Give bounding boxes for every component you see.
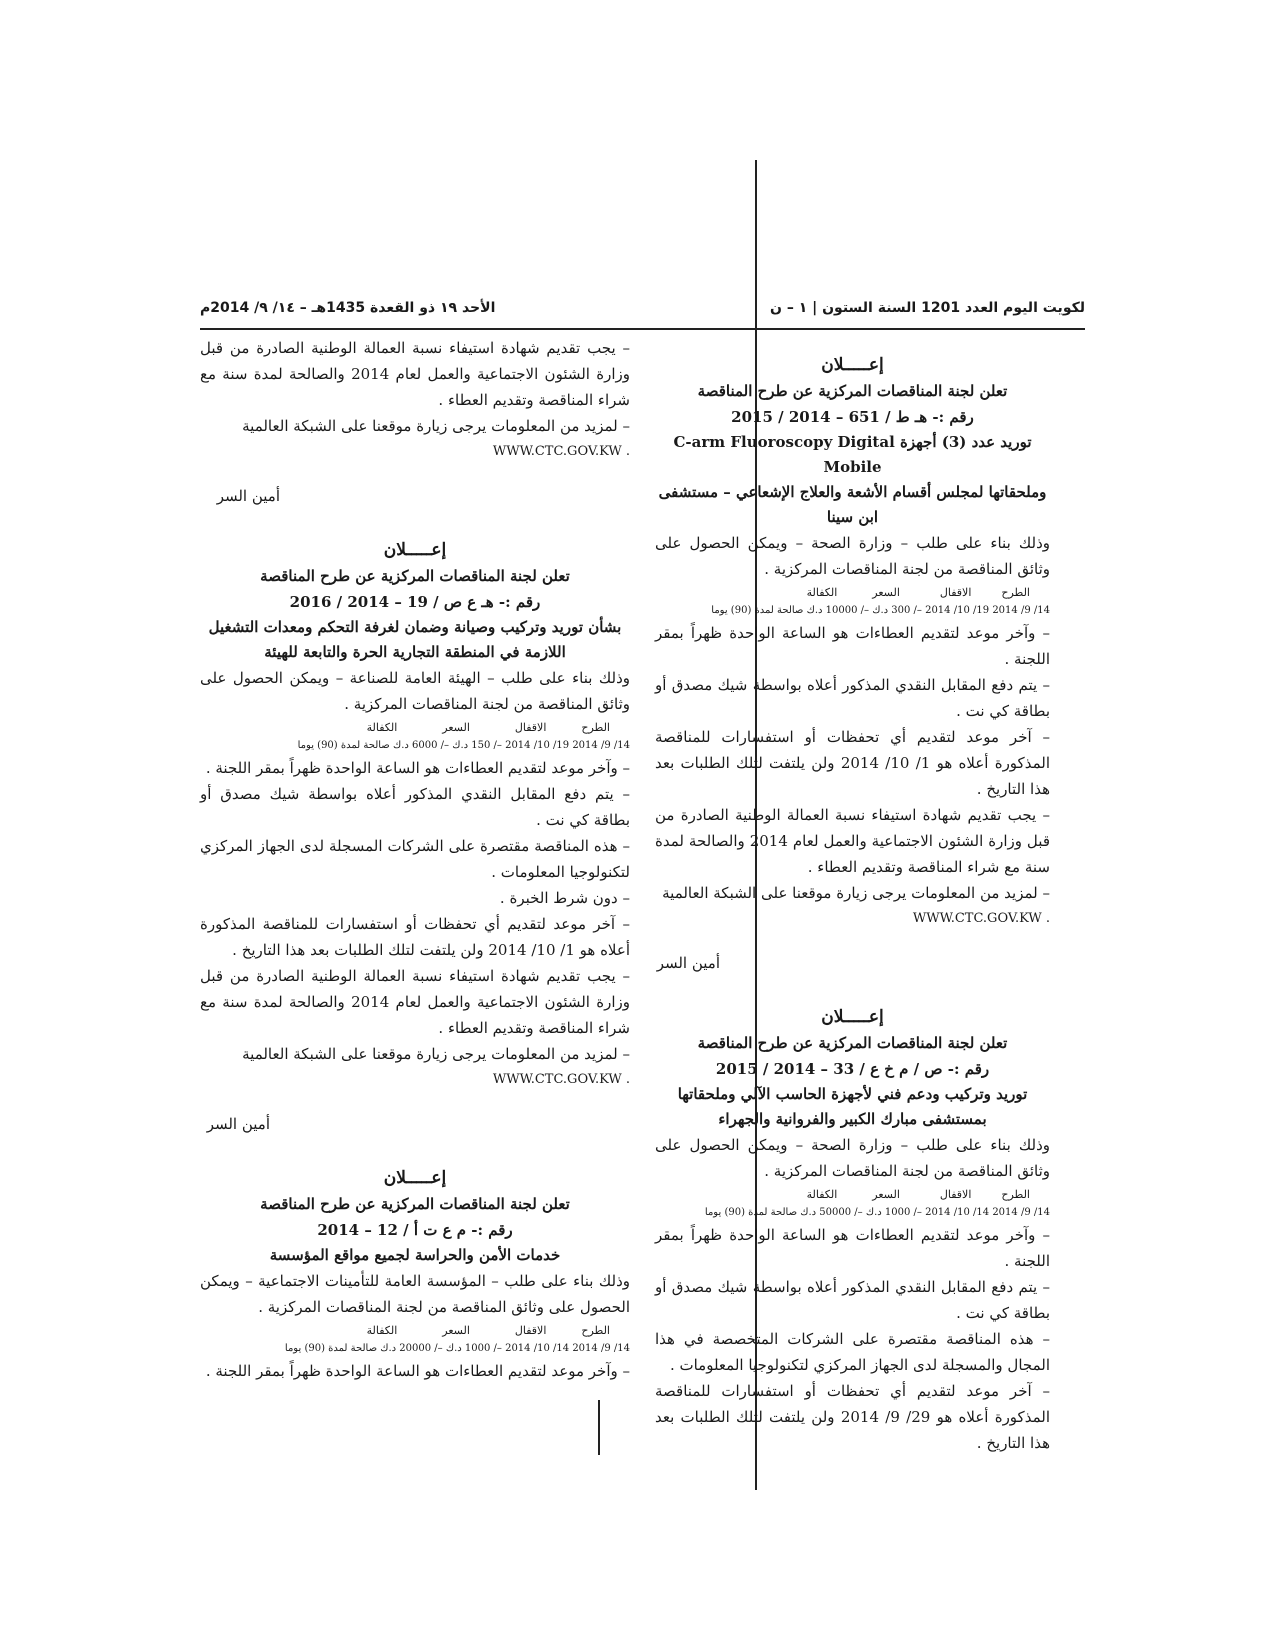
announcement-subtitle: تعلن لجنة المناقصات المركزية عن طرح المناقصة xyxy=(260,567,570,585)
col-price: السعر xyxy=(442,721,470,734)
deadline-note: – وآخر موعد لتقديم العطاءات هو الساعة الواحدة ظهراً بمقر اللجنة . xyxy=(655,1226,1050,1270)
tender-table-header xyxy=(200,719,630,737)
announcement-title: إعـــــلان xyxy=(821,1007,884,1027)
payment-note: – يتم دفع المقابل النقدي المذكور أعلاه بواسطة شيك مصدق أو بطاقة كي نت . xyxy=(200,785,630,829)
announcement-subtitle: تعلن لجنة المناقصات المركزية عن طرح المناقصة xyxy=(260,1195,570,1213)
announcement-c-arm xyxy=(655,352,1050,976)
announcement-title: إعـــــلان xyxy=(383,540,447,560)
website-link[interactable]: WWW.CTC.GOV.KW . xyxy=(492,444,630,459)
tender-number: رقم :- م ع ت أ / 12 – 2014 xyxy=(317,1221,513,1239)
col-guarantee: الكفالة xyxy=(806,586,838,599)
tender-subject: توريد وتركيب ودعم فني لأجهزة الحاسب الآلي وملحقاتها بمستشفى مبارك الكبير والفروانية والجهراء xyxy=(677,1085,1028,1128)
deadline-note: – وآخر موعد لتقديم العطاءات هو الساعة الواحدة ظهراً بمقر اللجنة . xyxy=(205,1362,630,1380)
deadline-note: – وآخر موعد لتقديم العطاءات هو الساعة الواحدة ظهراً بمقر اللجنة . xyxy=(205,759,630,777)
col-price: السعر xyxy=(872,586,900,599)
col-offering: الطرح xyxy=(581,721,610,734)
header-date: الأحد ١٩ ذو القعدة 1435هـ – ١٤/ ٩/ 2014م xyxy=(200,300,496,316)
signer: أمين السر xyxy=(656,954,720,972)
inquiry-deadline: – آخر موعد لتقديم أي تحفظات أو استفسارات للمناقصة المذكورة أعلاه هو 1/ 10/ 2014 ولن يلتفت لتلك الطلبات بعد هذا التاريخ . xyxy=(655,728,1050,798)
inquiry-deadline: – آخر موعد لتقديم أي تحفظات أو استفسارات للمناقصة المذكورة أعلاه هو 1/ 10/ 2014 ولن يلتفت لتلك الطلبات بعد هذا التاريخ . xyxy=(200,915,630,959)
restriction-note: – هذه المناقصة مقتصرة على الشركات المتخصصة في هذا المجال والمسجلة لدى الجهاز المركزي لتكنولوجيا المعلومات . xyxy=(655,1330,1050,1374)
tender-table-row: 14/ 9/ 2014 19/ 10/ 2014 –/ 150 د.ك –/ 6000 د.ك صالحة لمدة (90) يوما xyxy=(297,740,630,751)
announcement-title: إعـــــلان xyxy=(821,355,884,375)
page-header xyxy=(200,296,1085,330)
announcement-subtitle: تعلن لجنة المناقصات المركزية عن طرح المناقصة xyxy=(697,382,1008,400)
tender-table-row: 14/ 9/ 2014 14/ 10/ 2014 –/ 1000 د.ك –/ 50000 د.ك صالحة لمدة (90) يوما xyxy=(704,1207,1050,1218)
deadline-note: – وآخر موعد لتقديم العطاءات هو الساعة الواحدة ظهراً بمقر اللجنة . xyxy=(655,624,1050,668)
requesting-body: وذلك بناء على طلب – المؤسسة العامة للتأمينات الاجتماعية – ويمكن الحصول على وثائق المناقصة من لجنة المناقصات المركزية . xyxy=(200,1272,630,1316)
col-price: السعر xyxy=(872,1188,900,1201)
col-offering: الطرح xyxy=(1001,586,1030,599)
announcement-subtitle: تعلن لجنة المناقصات المركزية عن طرح المناقصة xyxy=(697,1034,1008,1052)
tender-table-row: 14/ 9/ 2014 14/ 10/ 2014 –/ 1000 د.ك –/ 20000 د.ك صالحة لمدة (90) يوما xyxy=(284,1343,630,1354)
col-price: السعر xyxy=(442,1324,470,1337)
left-column xyxy=(200,335,630,1394)
signer: أمين السر xyxy=(206,1115,270,1133)
tender-table-row: 14/ 9/ 2014 19/ 10/ 2014 –/ 300 د.ك –/ 10000 د.ك صالحة لمدة (90) يوما xyxy=(711,605,1050,616)
col-offering: الطرح xyxy=(1001,1188,1030,1201)
col-closing: الاقفال xyxy=(939,586,972,599)
tender-number: رقم :- هـ ط / 651 – 2014 / 2015 xyxy=(731,408,974,426)
tender-number: رقم :- هـ ع ص / 19 – 2014 / 2016 xyxy=(289,593,541,611)
column-divider-lower xyxy=(598,1400,600,1455)
website-link[interactable]: WWW.CTC.GOV.KW . xyxy=(912,911,1050,926)
col-guarantee: الكفالة xyxy=(806,1188,838,1201)
signer: أمين السر xyxy=(216,487,280,505)
requesting-body: وذلك بناء على طلب – وزارة الصحة – ويمكن الحصول على وثائق المناقصة من لجنة المناقصات المركزية . xyxy=(655,1136,1050,1180)
right-column xyxy=(655,352,1050,1466)
header-issue-info: لكويت اليوم العدد 1201 السنة الستون | ١ – ن xyxy=(770,300,1085,316)
labor-certificate-note: – يجب تقديم شهادة استيفاء نسبة العمالة الوطنية الصادرة من قبل وزارة الشئون الاجتماعية والعمل لعام 2014 والصالحة لمدة سنة مع شراء المناقصة وتقديم العطاء . xyxy=(200,339,630,409)
col-closing: الاقفال xyxy=(514,721,547,734)
tender-subject-cont: وملحقاتها لمجلس أقسام الأشعة والعلاج الإشعاعي – مستشفى ابن سينا xyxy=(658,483,1047,526)
tender-subject: خدمات الأمن والحراسة لجميع مواقع المؤسسة xyxy=(269,1246,561,1264)
col-closing: الاقفال xyxy=(514,1324,547,1337)
continued-announcement xyxy=(200,335,630,509)
col-guarantee: الكفالة xyxy=(366,721,398,734)
tender-table-header xyxy=(655,1186,1050,1204)
announcement-computers xyxy=(655,1004,1050,1456)
col-offering: الطرح xyxy=(581,1324,610,1337)
website-link[interactable]: WWW.CTC.GOV.KW . xyxy=(492,1072,630,1087)
tender-subject: توريد عدد (3) أجهزة C-arm Fluoroscopy Digital Mobile xyxy=(673,433,1032,476)
announcement-title: إعـــــلان xyxy=(383,1168,447,1188)
restriction-note: – هذه المناقصة مقتصرة على الشركات المسجلة لدى الجهاز المركزي لتكنولوجيا المعلومات . xyxy=(200,837,630,881)
experience-note: – دون شرط الخبرة . xyxy=(499,889,630,907)
more-info-note: – لمزيد من المعلومات يرجى زيارة موقعنا على الشبكة العالمية xyxy=(242,1045,630,1063)
requesting-body: وذلك بناء على طلب – وزارة الصحة – ويمكن الحصول على وثائق المناقصة من لجنة المناقصات المركزية . xyxy=(655,534,1050,578)
more-info-note: – لمزيد من المعلومات يرجى زيارة موقعنا على الشبكة العالمية xyxy=(242,417,630,435)
tender-subject: بشأن توريد وتركيب وصيانة وضمان لغرفة التحكم ومعدات التشغيل اللازمة في المنطقة التجارية الحرة والتابعة للهيئة xyxy=(208,618,622,661)
inquiry-deadline: – آخر موعد لتقديم أي تحفظات أو استفسارات للمناقصة المذكورة أعلاه هو 29/ 9/ 2014 ولن يلتفت لتلك الطلبات بعد هذا التاريخ . xyxy=(655,1382,1050,1452)
tender-number: رقم :- ص / م خ ع / 33 – 2014 / 2015 xyxy=(715,1060,990,1078)
col-guarantee: الكفالة xyxy=(366,1324,398,1337)
tender-table-header xyxy=(655,584,1050,602)
labor-certificate-note: – يجب تقديم شهادة استيفاء نسبة العمالة الوطنية الصادرة من قبل وزارة الشئون الاجتماعية والعمل لعام 2014 والصالحة لمدة سنة مع شراء المناقصة وتقديم العطاء . xyxy=(655,806,1050,876)
more-info-note: – لمزيد من المعلومات يرجى زيارة موقعنا على الشبكة العالمية xyxy=(662,884,1050,902)
requesting-body: وذلك بناء على طلب – الهيئة العامة للصناعة – ويمكن الحصول على وثائق المناقصة من لجنة المناقصات المركزية . xyxy=(200,669,630,713)
labor-certificate-note: – يجب تقديم شهادة استيفاء نسبة العمالة الوطنية الصادرة من قبل وزارة الشئون الاجتماعية والعمل لعام 2014 والصالحة لمدة سنة مع شراء المناقصة وتقديم العطاء . xyxy=(200,967,630,1037)
announcement-control-room xyxy=(200,537,630,1137)
col-closing: الاقفال xyxy=(939,1188,972,1201)
tender-table-header xyxy=(200,1322,630,1340)
payment-note: – يتم دفع المقابل النقدي المذكور أعلاه بواسطة شيك مصدق أو بطاقة كي نت . xyxy=(655,676,1050,720)
payment-note: – يتم دفع المقابل النقدي المذكور أعلاه بواسطة شيك مصدق أو بطاقة كي نت . xyxy=(655,1278,1050,1322)
announcement-security xyxy=(200,1165,630,1384)
